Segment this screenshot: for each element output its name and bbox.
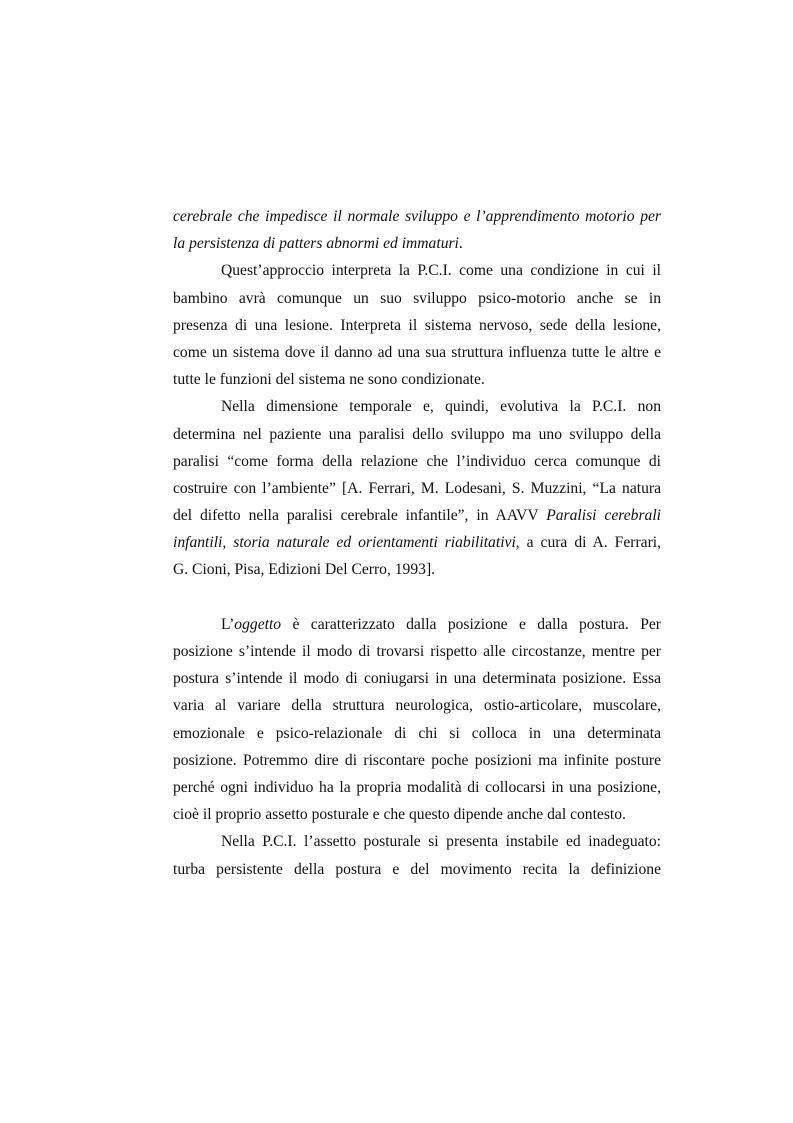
text-line: varia al variare della struttura neurologica, ostio-articolare, muscolare, [173, 697, 661, 715]
text-line: la persistenza di patters abnormi ed immaturi. [173, 235, 463, 253]
text-line: presenza di una lesione. Interpreta il sistema nervoso, sede della lesione, [173, 316, 661, 334]
text-line: Nella P.C.I. l’assetto posturale si presenta instabile ed inadeguato: [221, 833, 661, 851]
paragraph-temporal-dimension [173, 393, 661, 583]
paragraph-postural-setup [173, 828, 661, 882]
text-line: del difetto nella paralisi cerebrale infantile”, in AAVV Paralisi cerebrali [173, 507, 661, 525]
text-line: come un sistema dove il danno ad una sua struttura influenza tutte le altre e [173, 343, 661, 361]
text-line: cerebrale che impedisce il normale sviluppo e l’apprendimento motorio per [173, 208, 661, 225]
paragraph-spacer [173, 584, 661, 611]
text-line: turba persistente della postura e del movimento recita la definizione [173, 860, 661, 878]
text-line: Quest’approccio interpreta la P.C.I. come una condizione in cui il [221, 262, 661, 280]
text-line: emozionale e psico-relazionale di chi si colloca in una determinata [173, 724, 661, 742]
text-line: L’oggetto è caratterizzato dalla posizione e dalla postura. Per [221, 615, 661, 633]
text-line: paralisi “come forma della relazione che l’individuo cerca comunque di [173, 452, 661, 470]
text-line: costruire con l’ambiente” [A. Ferrari, M. Lodesani, S. Muzzini, “La natura [173, 479, 661, 497]
text-line: determina nel paziente una paralisi dello sviluppo ma uno sviluppo della [173, 425, 661, 443]
text-line: G. Cioni, Pisa, Edizioni Del Cerro, 1993]. [173, 561, 436, 579]
text-line: postura s’intende il modo di coniugarsi in una determinata posizione. Essa [173, 670, 661, 688]
document-body [173, 203, 661, 883]
text-line: perché ogni individuo ha la propria modalità di collocarsi in una posizione, [173, 778, 661, 796]
paragraph-object-posture [173, 611, 661, 829]
paragraph-definition-continuation [173, 203, 661, 257]
text-line: tutte le funzioni del sistema ne sono condizionate. [173, 371, 485, 389]
text-line: posizione s’intende il modo di trovarsi rispetto alle circostanze, mentre per [173, 643, 661, 660]
paragraph-approach [173, 257, 661, 393]
text-line: bambino avrà comunque un suo sviluppo psico-motorio anche se in [173, 289, 661, 307]
text-line: cioè il proprio assetto posturale e che questo dipende anche dal contesto. [173, 806, 626, 824]
text-line: infantili, storia naturale ed orientamenti riabilitativi, a cura di A. Ferrari, [173, 534, 661, 552]
text-line: posizione. Potremmo dire di riscontare poche posizioni ma infinite posture [173, 751, 661, 769]
text-line: Nella dimensione temporale e, quindi, evolutiva la P.C.I. non [221, 398, 661, 416]
